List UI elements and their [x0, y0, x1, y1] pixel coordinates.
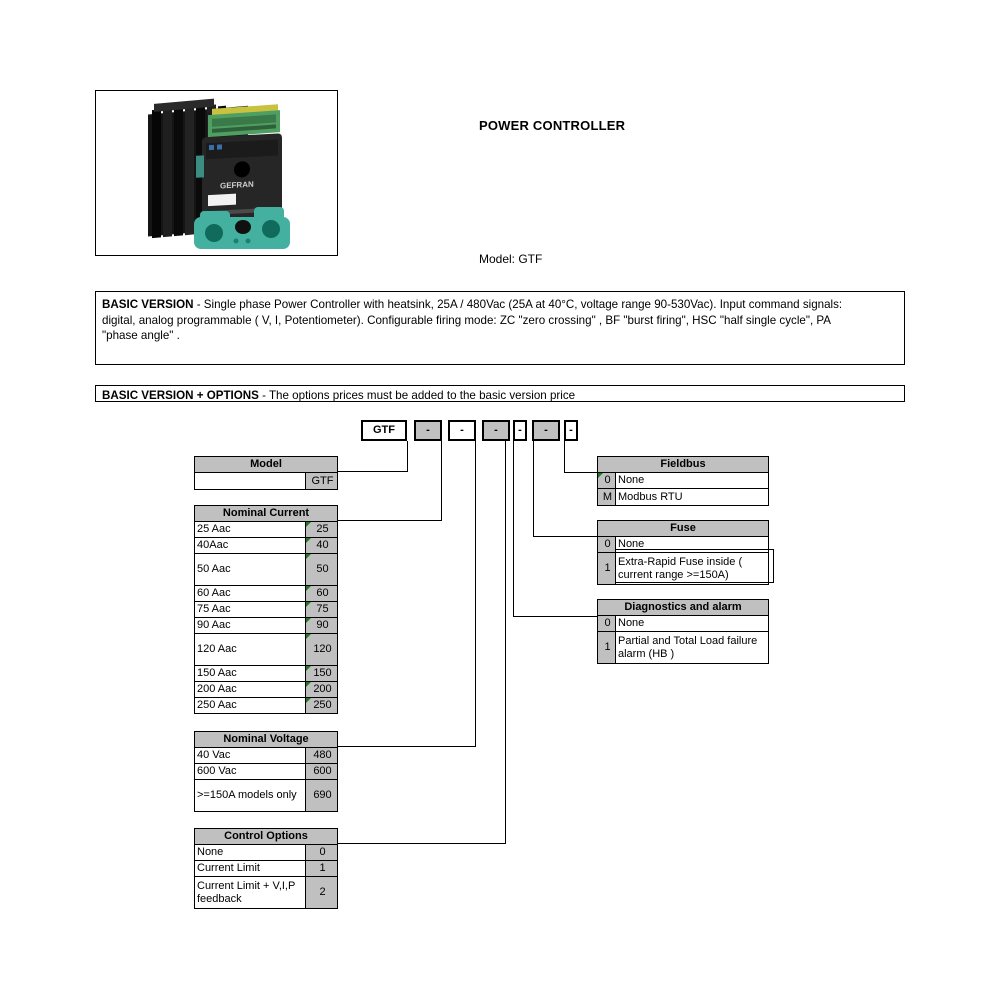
model-table [194, 456, 338, 490]
model-label: Model: GTF [479, 252, 543, 266]
table-row [195, 473, 338, 490]
option-code [306, 538, 338, 554]
option-code: 1 [598, 632, 616, 664]
table-row [598, 632, 769, 664]
comment-marker-icon [306, 682, 311, 687]
option-label: 600 Vac [195, 764, 306, 780]
option-label: 120 Aac [195, 634, 306, 666]
option-code [598, 473, 616, 489]
comment-marker-icon [306, 586, 311, 591]
ordering-code-box-current: - [414, 420, 442, 441]
option-label: None [616, 616, 769, 632]
table-row [195, 780, 338, 812]
option-code-text: 60 [316, 587, 329, 599]
table-row [195, 538, 338, 554]
option-code [306, 634, 338, 666]
comment-marker-icon [306, 522, 311, 527]
basic-version-line3: "phase angle" . [102, 329, 180, 342]
option-label: Current Limit [195, 861, 306, 877]
option-code-text: 120 [313, 643, 332, 655]
product-photo-frame [95, 90, 338, 256]
table-row [195, 698, 338, 714]
ordering-code-box-control: - [482, 420, 510, 441]
option-code: M [598, 489, 616, 506]
option-label: 90 Aac [195, 618, 306, 634]
comment-marker-icon [598, 473, 603, 478]
connector-current-h [337, 520, 442, 521]
option-code: 2 [306, 877, 338, 909]
nominal-current-title: Nominal Current [195, 506, 338, 522]
table-row [195, 586, 338, 602]
option-code [306, 586, 338, 602]
option-code [306, 698, 338, 714]
comment-marker-icon [306, 602, 311, 607]
table-row [598, 616, 769, 632]
table-row [195, 682, 338, 698]
connector-current-v [441, 441, 442, 520]
option-label: 25 Aac [195, 522, 306, 538]
connector-fieldbus-v [564, 441, 565, 472]
basic-version-line2: digital, analog programmable ( V, I, Potentiometer). Configurable firing mode: ZC "zero crossing" , BF "burst firing", HSC "half single cycle", PA [102, 313, 832, 327]
option-label: Modbus RTU [616, 489, 769, 506]
option-code: 600 [306, 764, 338, 780]
option-code-text: 40 [316, 539, 329, 551]
fieldbus-table [597, 456, 769, 506]
option-label: None [195, 845, 306, 861]
basic-version-label: BASIC VERSION [102, 298, 194, 311]
connector-control-v [505, 441, 506, 844]
option-label: 150 Aac [195, 666, 306, 682]
page-title: POWER CONTROLLER [479, 118, 626, 133]
table-row [195, 554, 338, 586]
svg-text:GEFRAN: GEFRAN [220, 179, 254, 191]
option-code [306, 618, 338, 634]
option-code-text: 0 [604, 474, 611, 486]
connector-diagnostics-h [513, 616, 597, 617]
basic-version-line1-rest: - Single phase Power Controller with heatsink, 25A / 480Vac (25A at 40°C, voltage range 90-530Vac). Input command signals: [193, 298, 843, 311]
option-label: Extra-Rapid Fuse inside ( current range >=150A) [616, 553, 769, 585]
nominal-voltage-table [194, 731, 338, 812]
table-row [195, 845, 338, 861]
diagnostics-table [597, 599, 769, 664]
comment-marker-icon [306, 618, 311, 623]
table-row [195, 618, 338, 634]
connector-voltage-v [475, 441, 476, 747]
option-label: 75 Aac [195, 602, 306, 618]
table-row [195, 877, 338, 909]
ordering-code-box-voltage: - [448, 420, 476, 441]
option-label [195, 473, 306, 490]
control-options-title: Control Options [195, 829, 338, 845]
option-code [306, 522, 338, 538]
option-label: 60 Aac [195, 586, 306, 602]
diagnostics-title: Diagnostics and alarm [598, 600, 769, 616]
nominal-current-table [194, 505, 338, 714]
option-label: 40 Vac [195, 748, 306, 764]
connector-model-v [407, 441, 408, 471]
option-label: 50 Aac [195, 554, 306, 586]
options-bar-rest: - The options prices must be added to the basic version price [258, 389, 576, 402]
table-row [195, 861, 338, 877]
option-label: 250 Aac [195, 698, 306, 714]
option-label: Partial and Total Load failure alarm (HB ) [616, 632, 769, 664]
option-code [306, 602, 338, 618]
option-code [306, 554, 338, 586]
fuse-title: Fuse [598, 521, 769, 537]
table-row [195, 748, 338, 764]
nominal-voltage-title: Nominal Voltage [195, 732, 338, 748]
connector-voltage-h [337, 746, 476, 747]
option-code [306, 666, 338, 682]
option-code-text: 150 [313, 667, 332, 679]
connector-diagnostics-v [513, 441, 514, 616]
option-label: 200 Aac [195, 682, 306, 698]
option-label: None [616, 537, 769, 553]
product-photo [96, 91, 335, 253]
option-code: 690 [306, 780, 338, 812]
comment-marker-icon [306, 554, 311, 559]
basic-version-line1 [102, 297, 898, 313]
option-code: 0 [598, 616, 616, 632]
option-code-text: 90 [316, 619, 329, 631]
connector-fuse-v [533, 441, 534, 536]
ordering-code-box-fuse: - [532, 420, 560, 441]
table-row [195, 634, 338, 666]
option-code: GTF [306, 473, 338, 490]
option-label: None [616, 473, 769, 489]
option-code: 480 [306, 748, 338, 764]
table-row [598, 473, 769, 489]
option-label: 40Aac [195, 538, 306, 554]
model-table-title: Model [195, 457, 338, 473]
table-row [195, 666, 338, 682]
connector-fuse-h [533, 536, 597, 537]
comment-marker-icon [306, 538, 311, 543]
connector-control-h [337, 843, 506, 844]
ordering-code-box-diagnostics: - [513, 420, 527, 441]
table-row [195, 764, 338, 780]
table-row [195, 602, 338, 618]
basic-version-box [95, 291, 905, 365]
option-code: 0 [598, 537, 616, 553]
control-options-table [194, 828, 338, 909]
option-label: Current Limit + V,I,P feedback [195, 877, 306, 909]
options-bar [95, 385, 905, 402]
option-code-text: 50 [316, 563, 329, 575]
table-row [598, 489, 769, 506]
comment-marker-icon [306, 666, 311, 671]
comment-marker-icon [306, 698, 311, 703]
ordering-code-box-model: GTF [361, 420, 407, 441]
comment-marker-icon [306, 634, 311, 639]
option-code-text: 75 [316, 603, 329, 615]
option-code: 0 [306, 845, 338, 861]
ordering-code-box-fieldbus: - [564, 420, 578, 441]
table-row [195, 522, 338, 538]
fuse-note-outline [615, 549, 774, 583]
option-code [306, 682, 338, 698]
option-code: 1 [598, 553, 616, 585]
connector-model-h [337, 471, 408, 472]
option-label: >=150A models only [195, 780, 306, 812]
option-code-text: 200 [313, 683, 332, 695]
option-code: 1 [306, 861, 338, 877]
options-bar-label: BASIC VERSION + OPTIONS [102, 389, 259, 402]
option-code-text: 250 [313, 699, 332, 711]
fieldbus-title: Fieldbus [598, 457, 769, 473]
connector-fieldbus-h [564, 472, 597, 473]
option-code-text: 25 [316, 523, 329, 535]
